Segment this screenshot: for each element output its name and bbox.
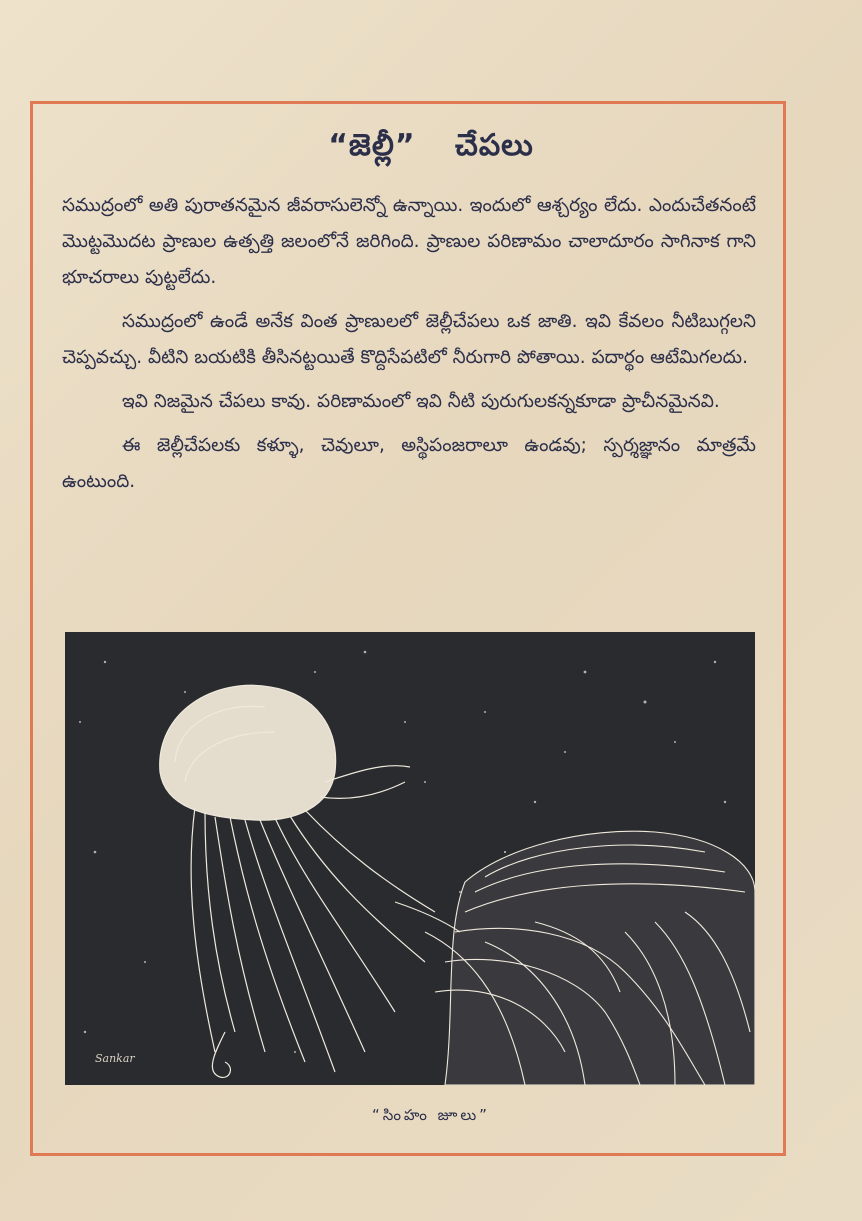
article-body [62,188,756,508]
jellyfish-drawing [65,632,755,1085]
illustration-caption: “సింహం జూలు” [372,1106,490,1124]
title-quoted-word: “జెల్లీ” [328,128,416,163]
paragraph-1: సముద్రంలో అతి పురాతనమైన జీవరాసులెన్నో ఉన్నాయి. ఇందులో ఆశ్చర్యం లేదు. ఎందుచేతనంటే మొట్టమొదట ప్రాణుల ఉత్పత్తి జలంలోనే జరిగింది. ప్రాణుల పరిణామం చాలాదూరం సాగినాక గాని భూచరాలు పుట్టలేదు. [62,195,756,288]
paragraph-3: ఇవి నిజమైన చేపలు కావు. పరిణామంలో ఇవి నీటి పురుగులకన్నకూడా ప్రాచీనమైనవి. [122,391,720,412]
artist-signature: Sankar [95,1052,135,1065]
title-word: చేపలు [455,128,534,163]
page-title [0,128,862,170]
jellyfish-illustration [65,632,755,1085]
paragraph-4: ఈ జెల్లీచేపలకు కళ్ళూ, చెవులూ, అస్థిపంజరాలూ ఉండవు; స్పర్శజ్ఞానం మాత్రమే ఉంటుంది. [62,435,756,492]
paragraph-2: సముద్రంలో ఉండే అనేక వింత ప్రాణులలో జెల్లీచేపలు ఒక జాతి. ఇవి కేవలం నీటిబుగ్గలని చెప్పవచ్చు. వీటిని బయటికి తీసినట్టయితే కొద్దిసేపటిలో నీరుగారి పోతాయి. పదార్థం ఆటేమిగలదు. [62,311,756,368]
